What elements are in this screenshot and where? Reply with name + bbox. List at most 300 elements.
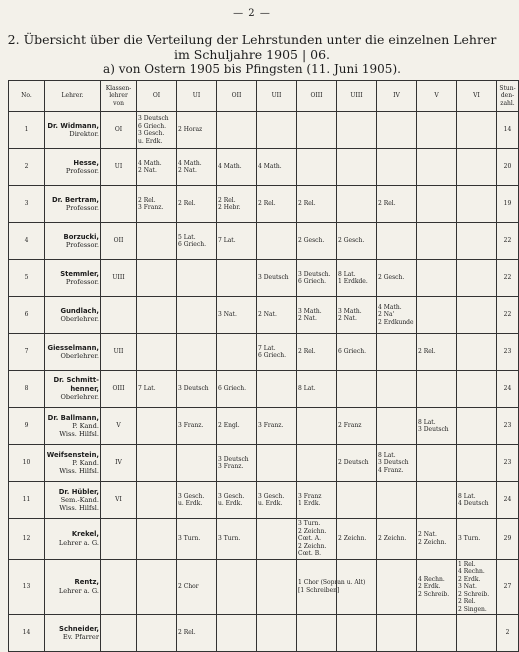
lesson-cell-v bbox=[417, 519, 457, 560]
teacher-rank: Direktor. bbox=[69, 130, 99, 139]
lesson-entry: 4 Math. bbox=[218, 163, 242, 171]
teacher-cell bbox=[45, 408, 101, 445]
lesson-entry: u. Erdk. bbox=[138, 137, 163, 145]
teacher-name: Krekel, bbox=[71, 530, 99, 539]
lesson-cell-oi bbox=[137, 260, 177, 297]
lesson-entry: 3 Gesch. bbox=[178, 492, 205, 500]
teacher-rank: Oberlehrer. bbox=[60, 352, 99, 361]
teacher-name: Dr. Ballmann, bbox=[47, 413, 99, 422]
lesson-entry: 3 Deutsch bbox=[138, 115, 169, 122]
lesson-entry: 2 Erdk. bbox=[418, 583, 441, 590]
header-class-uiii: UIII bbox=[337, 81, 377, 112]
teacher-rank: Ev. Pfarrer bbox=[62, 633, 99, 642]
lesson-cell-uii bbox=[257, 334, 297, 371]
lesson-entry: 7 Lat. bbox=[258, 344, 276, 352]
lesson-entry: 2 Rel. bbox=[258, 200, 276, 208]
teacher-cell bbox=[45, 260, 101, 297]
table-row bbox=[9, 260, 519, 297]
lesson-entry: 2 Rel. bbox=[178, 629, 196, 637]
teacher-cell bbox=[45, 445, 101, 482]
lesson-entry: 2 Zeichn. bbox=[378, 535, 407, 542]
teacher-rank: Professor. bbox=[65, 241, 99, 250]
hours-total: 22 bbox=[497, 223, 519, 260]
row-number: 10 bbox=[9, 445, 45, 482]
lesson-cell-v bbox=[417, 408, 457, 445]
lesson-cell-oii bbox=[217, 223, 257, 260]
teacher-name: Stemmler, bbox=[60, 269, 99, 278]
lesson-cell-uii bbox=[257, 482, 297, 519]
lesson-cell-uii bbox=[257, 260, 297, 297]
lesson-cell-uiii bbox=[337, 408, 377, 445]
row-number: 3 bbox=[9, 186, 45, 223]
teacher-cell bbox=[45, 112, 101, 149]
lesson-entry: 7 Lat. bbox=[218, 237, 236, 245]
header-class-iv: IV bbox=[377, 81, 417, 112]
hours-total: 22 bbox=[497, 297, 519, 334]
lesson-entry: Cœt. B. bbox=[298, 550, 322, 557]
hours-total: 22 bbox=[497, 260, 519, 297]
lesson-entry: 2 Rel. bbox=[298, 200, 316, 208]
header-class-ui: UI bbox=[177, 81, 217, 112]
lesson-entry: 2 Rel. bbox=[378, 200, 396, 208]
teacher-name: Hesse, bbox=[73, 158, 99, 167]
lesson-entry: Cœt. A. bbox=[298, 535, 321, 542]
lesson-entry: 2 Erdk. bbox=[458, 575, 481, 583]
lesson-cell-ui bbox=[177, 112, 217, 149]
lesson-cell-oi bbox=[137, 408, 177, 445]
header-class-uii: UII bbox=[257, 81, 297, 112]
lesson-entry: 3 Turn. bbox=[458, 535, 481, 542]
teacher-cell bbox=[45, 615, 101, 652]
table-row bbox=[9, 223, 519, 260]
hours-total: 29 bbox=[497, 519, 519, 560]
lesson-cell-oi bbox=[137, 334, 177, 371]
lesson-entry: 3 Franz bbox=[298, 492, 322, 500]
lesson-entry: 2 Horaz bbox=[178, 126, 203, 134]
lesson-cell-iv bbox=[377, 615, 417, 652]
teacher-rank: Wiss. Hilfsl. bbox=[59, 467, 99, 476]
lesson-cell-v bbox=[417, 482, 457, 519]
lesson-entry: 2 Na' bbox=[378, 311, 395, 319]
lesson-cell-iv bbox=[377, 260, 417, 297]
lesson-entry: 2 Singen. bbox=[458, 605, 487, 613]
title-line-2: im Schuljahre 1905 | 06. bbox=[173, 47, 331, 62]
lesson-entry: 8 Lat. bbox=[418, 418, 436, 426]
lesson-entry: 2 Nat. bbox=[258, 311, 277, 319]
lesson-cell-uiii bbox=[337, 260, 377, 297]
lesson-cell-oi bbox=[137, 297, 177, 334]
table-header bbox=[9, 81, 519, 112]
lesson-cell-uiii bbox=[337, 223, 377, 260]
lesson-cell-uii bbox=[257, 186, 297, 223]
lesson-cell-uiii bbox=[337, 112, 377, 149]
teacher-rank: P. Kand. bbox=[72, 459, 99, 467]
lesson-entry: 4 Math. bbox=[138, 159, 162, 167]
lesson-cell-v bbox=[417, 559, 457, 615]
row-number: 2 bbox=[9, 149, 45, 186]
lesson-cell-vi bbox=[457, 186, 497, 223]
teacher-cell bbox=[45, 559, 101, 615]
lesson-entry: 2 Nat. bbox=[298, 315, 317, 322]
lesson-entry: 2 Engl. bbox=[218, 422, 240, 430]
lesson-entry: 2 Rel. bbox=[298, 348, 316, 356]
row-number: 12 bbox=[9, 519, 45, 560]
lesson-entry: 2 Erdkunde bbox=[378, 318, 414, 326]
header-klassenlehrer-line: Klassen- bbox=[105, 84, 132, 92]
lesson-entry: 3 Gesch. bbox=[258, 492, 285, 500]
lesson-entry: 2 Nat. bbox=[418, 531, 437, 539]
lesson-cell-uiii bbox=[337, 371, 377, 408]
lesson-cell-oi bbox=[137, 615, 177, 652]
header-total-line: Stun- bbox=[499, 84, 516, 92]
teacher-rank: Wiss. Hilfsl. bbox=[59, 430, 99, 439]
lesson-entry: 6 Griech. bbox=[338, 348, 366, 356]
table-row bbox=[9, 334, 519, 371]
lesson-entry: 3 Franz. bbox=[258, 422, 284, 430]
hours-total: 19 bbox=[497, 186, 519, 223]
lesson-cell-oii bbox=[217, 559, 257, 615]
lesson-entry: 3 Franz. bbox=[138, 204, 164, 211]
lesson-entry: 3 Math. bbox=[298, 307, 322, 315]
lesson-cell-vi bbox=[457, 260, 497, 297]
header-klassenlehrer-line: von bbox=[113, 99, 124, 107]
table-row bbox=[9, 615, 519, 652]
lesson-entry: 2 Rel. bbox=[218, 196, 236, 204]
teacher-name: Gundlach, bbox=[60, 306, 99, 315]
teacher-cell bbox=[45, 149, 101, 186]
lesson-cell-v bbox=[417, 334, 457, 371]
klassenlehrer-cell bbox=[101, 186, 137, 223]
lesson-cell-uii bbox=[257, 559, 297, 615]
lesson-cell-oii bbox=[217, 149, 257, 186]
lesson-entry: u. Erdk. bbox=[218, 500, 243, 507]
table-row bbox=[9, 112, 519, 149]
lesson-entry: 6 Griech. bbox=[258, 352, 286, 359]
lesson-entry: 2 Schreib. bbox=[418, 590, 450, 598]
lesson-cell-ui bbox=[177, 334, 217, 371]
lesson-cell-oi bbox=[137, 223, 177, 260]
lesson-cell-oiii bbox=[297, 260, 337, 297]
lesson-cell-iv bbox=[377, 445, 417, 482]
lesson-cell-uii bbox=[257, 112, 297, 149]
row-number: 1 bbox=[9, 112, 45, 149]
lesson-cell-vi bbox=[457, 297, 497, 334]
table-row bbox=[9, 445, 519, 482]
lesson-cell-ui bbox=[177, 482, 217, 519]
klassenlehrer-cell bbox=[101, 519, 137, 560]
lesson-entry: 6 Griech. bbox=[138, 122, 166, 130]
teacher-name: Weifsenstein, bbox=[46, 450, 99, 459]
lesson-cell-uiii bbox=[337, 186, 377, 223]
lesson-cell-uiii bbox=[337, 559, 377, 615]
klassenlehrer-cell: UI bbox=[101, 149, 137, 186]
teacher-rank: Lehrer a. G. bbox=[58, 538, 99, 547]
klassenlehrer-cell: V bbox=[101, 408, 137, 445]
lesson-entry: 1 Rel. bbox=[458, 560, 476, 568]
lesson-cell-vi bbox=[457, 519, 497, 560]
lesson-entry: 4 Deutsch bbox=[458, 500, 489, 507]
teacher-name: Dr. Bertram, bbox=[52, 195, 99, 204]
lesson-entry: u. Erdk. bbox=[258, 500, 283, 507]
lesson-entry: 3 Franz. bbox=[178, 422, 204, 430]
row-number: 7 bbox=[9, 334, 45, 371]
lesson-cell-uiii bbox=[337, 519, 377, 560]
hours-total: 14 bbox=[497, 112, 519, 149]
table-row bbox=[9, 482, 519, 519]
lesson-entry: 1 Erdk. bbox=[298, 500, 321, 507]
lesson-cell-oi bbox=[137, 371, 177, 408]
header-klassenlehrer bbox=[101, 81, 137, 112]
teacher-rank: Oberlehrer. bbox=[60, 393, 99, 402]
lesson-cell-vi bbox=[457, 482, 497, 519]
table-row bbox=[9, 149, 519, 186]
lesson-cell-vi bbox=[457, 615, 497, 652]
lesson-cell-oiii bbox=[297, 223, 337, 260]
teacher-rank: Professor. bbox=[65, 278, 99, 287]
lesson-cell-oiii bbox=[297, 445, 337, 482]
lesson-cell-ui bbox=[177, 297, 217, 334]
lesson-entry: 8 Lat. bbox=[298, 385, 316, 393]
teacher-cell bbox=[45, 482, 101, 519]
lesson-entry: 1 Chor (Sopran u. Alt) bbox=[298, 579, 366, 587]
row-number: 11 bbox=[9, 482, 45, 519]
teacher-name: Dr. Widmann, bbox=[47, 121, 99, 130]
lesson-cell-ui bbox=[177, 223, 217, 260]
lesson-cell-oii bbox=[217, 112, 257, 149]
header-no: No. bbox=[9, 81, 45, 112]
lesson-entry: 3 Franz. bbox=[218, 463, 244, 470]
lesson-entry: 3 Gesch. bbox=[218, 492, 245, 500]
lesson-cell-v bbox=[417, 371, 457, 408]
lesson-cell-uii bbox=[257, 519, 297, 560]
teacher-rank: Oberlehrer. bbox=[60, 315, 99, 324]
teacher-cell bbox=[45, 297, 101, 334]
lesson-entry: 2 Gesch. bbox=[338, 237, 365, 245]
lesson-cell-uii bbox=[257, 371, 297, 408]
lesson-entry: 3 Turn. bbox=[218, 535, 241, 542]
lesson-entry: 2 Hebr. bbox=[218, 204, 241, 211]
teacher-cell bbox=[45, 334, 101, 371]
lesson-cell-v bbox=[417, 615, 457, 652]
header-total-line: zahl. bbox=[500, 99, 515, 107]
lesson-cell-iv bbox=[377, 408, 417, 445]
lesson-entry: 5 Lat. bbox=[178, 233, 196, 241]
row-number: 4 bbox=[9, 223, 45, 260]
lesson-cell-ui bbox=[177, 519, 217, 560]
lesson-entry: 2 Rel. bbox=[178, 200, 196, 208]
lesson-cell-oii bbox=[217, 615, 257, 652]
lesson-cell-uiii bbox=[337, 482, 377, 519]
lesson-cell-oii bbox=[217, 297, 257, 334]
lesson-entry: 2 Gesch. bbox=[378, 274, 405, 282]
lesson-cell-oi bbox=[137, 519, 177, 560]
lesson-cell-ui bbox=[177, 615, 217, 652]
header-klassenlehrer-line: lehrer bbox=[109, 92, 128, 100]
lesson-entry: 3 Deutsch bbox=[218, 455, 249, 463]
lesson-entry: [1 Schreiben] bbox=[298, 586, 340, 594]
lesson-entry: 2 Nat. bbox=[338, 315, 357, 322]
lesson-cell-v bbox=[417, 260, 457, 297]
lesson-cell-iv bbox=[377, 519, 417, 560]
lesson-entry: u. Erdk. bbox=[178, 500, 203, 507]
lesson-entry: 2 Rel. bbox=[418, 348, 436, 356]
klassenlehrer-cell: UII bbox=[101, 334, 137, 371]
lesson-entry: 4 Math. bbox=[258, 163, 282, 171]
lesson-cell-oiii bbox=[297, 149, 337, 186]
lesson-entry: 4 Math. bbox=[378, 303, 402, 311]
row-number: 14 bbox=[9, 615, 45, 652]
klassenlehrer-cell: OIII bbox=[101, 371, 137, 408]
lesson-cell-oi bbox=[137, 445, 177, 482]
hours-total: 23 bbox=[497, 408, 519, 445]
lesson-cell-oi bbox=[137, 482, 177, 519]
lesson-cell-ui bbox=[177, 445, 217, 482]
header-class-oiii: OIII bbox=[297, 81, 337, 112]
lesson-cell-uii bbox=[257, 445, 297, 482]
lesson-cell-oiii bbox=[297, 334, 337, 371]
teacher-name: Rentz, bbox=[74, 578, 99, 587]
lesson-entry: 3 Deutsch bbox=[258, 274, 289, 282]
table-body bbox=[9, 112, 519, 652]
lesson-cell-oii bbox=[217, 445, 257, 482]
title-line-3: a) von Ostern 1905 bis Pfingsten (11. Juni 1905). bbox=[103, 62, 401, 76]
lesson-entry: 2 Rel. bbox=[138, 196, 156, 204]
lesson-cell-iv bbox=[377, 112, 417, 149]
lesson-entry: 3 Nat. bbox=[218, 311, 237, 319]
lesson-cell-vi bbox=[457, 371, 497, 408]
lesson-cell-iv bbox=[377, 559, 417, 615]
header-class-vi: VI bbox=[457, 81, 497, 112]
lesson-cell-iv bbox=[377, 223, 417, 260]
lesson-cell-iv bbox=[377, 149, 417, 186]
teacher-cell bbox=[45, 223, 101, 260]
header-class-v: V bbox=[417, 81, 457, 112]
teacher-name: henner, bbox=[70, 384, 99, 393]
hours-total: 23 bbox=[497, 445, 519, 482]
lesson-entry: 8 Lat. bbox=[378, 451, 396, 459]
header-class-oii: OII bbox=[217, 81, 257, 112]
teacher-rank: Professor. bbox=[65, 204, 99, 213]
hours-total: 2 bbox=[497, 615, 519, 652]
lesson-cell-ui bbox=[177, 186, 217, 223]
lesson-entry: 8 Lat. bbox=[338, 270, 356, 278]
lesson-cell-uiii bbox=[337, 297, 377, 334]
lesson-cell-oiii bbox=[297, 615, 337, 652]
klassenlehrer-cell: VI bbox=[101, 482, 137, 519]
lesson-cell-uiii bbox=[337, 149, 377, 186]
hours-total: 24 bbox=[497, 371, 519, 408]
teacher-name: Schneider, bbox=[59, 624, 99, 633]
row-number: 8 bbox=[9, 371, 45, 408]
teacher-cell bbox=[45, 186, 101, 223]
lesson-cell-oi bbox=[137, 112, 177, 149]
lesson-cell-oiii bbox=[297, 482, 337, 519]
lesson-entry: 3 Deutsch bbox=[178, 385, 209, 393]
lesson-entry: 2 Zeichn. bbox=[298, 542, 327, 550]
table-row bbox=[9, 186, 519, 223]
lesson-cell-oiii bbox=[297, 186, 337, 223]
lesson-entry: 2 Gesch. bbox=[298, 237, 325, 245]
teacher-rank: Professor. bbox=[65, 167, 99, 176]
lesson-entry: 2 Zeichn. bbox=[298, 527, 327, 535]
lesson-cell-oi bbox=[137, 149, 177, 186]
klassenlehrer-cell bbox=[101, 297, 137, 334]
lesson-cell-uiii bbox=[337, 334, 377, 371]
table-row bbox=[9, 297, 519, 334]
lesson-entry: 1 Erdkde. bbox=[338, 278, 368, 285]
lesson-entry: 3 Deutsch. bbox=[298, 270, 331, 278]
lesson-entry: 4 Math. bbox=[178, 159, 202, 167]
lesson-entry: 2 Schreib. bbox=[458, 590, 490, 598]
teacher-cell bbox=[45, 371, 101, 408]
lesson-cell-iv bbox=[377, 334, 417, 371]
klassenlehrer-cell: UIII bbox=[101, 260, 137, 297]
title-line-1: 2. Übersicht über die Verteilung der Lehrstunden unter die einzelnen Lehrer bbox=[7, 32, 497, 47]
lesson-cell-uii bbox=[257, 223, 297, 260]
lesson-cell-oiii bbox=[297, 112, 337, 149]
lesson-cell-v bbox=[417, 297, 457, 334]
lesson-entry: 2 Chor bbox=[178, 583, 199, 590]
table-row bbox=[9, 371, 519, 408]
lesson-cell-v bbox=[417, 223, 457, 260]
lesson-entry: 2 Deutsch bbox=[338, 459, 369, 467]
lesson-entry: 3 Turn. bbox=[298, 520, 321, 527]
lesson-cell-oii bbox=[217, 482, 257, 519]
page-number: — 2 — bbox=[233, 8, 271, 19]
lesson-cell-oi bbox=[137, 559, 177, 615]
lesson-cell-iv bbox=[377, 482, 417, 519]
klassenlehrer-cell: OII bbox=[101, 223, 137, 260]
table-row bbox=[9, 559, 519, 615]
lesson-entry: 3 Deutsch bbox=[378, 459, 409, 467]
lesson-cell-v bbox=[417, 112, 457, 149]
lesson-cell-vi bbox=[457, 408, 497, 445]
lesson-cell-oii bbox=[217, 408, 257, 445]
lesson-cell-oiii bbox=[297, 371, 337, 408]
lesson-cell-vi bbox=[457, 149, 497, 186]
lesson-cell-iv bbox=[377, 186, 417, 223]
lesson-cell-uii bbox=[257, 408, 297, 445]
lesson-cell-oiii bbox=[297, 519, 337, 560]
lesson-cell-ui bbox=[177, 149, 217, 186]
klassenlehrer-cell bbox=[101, 615, 137, 652]
lesson-entry: 3 Math. bbox=[338, 307, 362, 315]
lesson-cell-oii bbox=[217, 260, 257, 297]
klassenlehrer-cell: OI bbox=[101, 112, 137, 149]
header-teacher: Lehrer. bbox=[45, 81, 101, 112]
header-total-line: den- bbox=[500, 92, 515, 100]
teacher-rank: Sem.-Kand. bbox=[60, 496, 99, 504]
lesson-entry: 8 Lat. bbox=[458, 492, 476, 500]
table-row bbox=[9, 519, 519, 560]
klassenlehrer-cell: IV bbox=[101, 445, 137, 482]
lesson-cell-oii bbox=[217, 519, 257, 560]
lesson-entry: 2 Nat. bbox=[138, 167, 157, 174]
lesson-cell-oi bbox=[137, 186, 177, 223]
lesson-entry: 7 Lat. bbox=[138, 385, 156, 393]
header-total bbox=[497, 81, 519, 112]
lesson-entry: 2 Zeichn. bbox=[338, 535, 367, 542]
header-class-oi: OI bbox=[137, 81, 177, 112]
lesson-cell-ui bbox=[177, 260, 217, 297]
lesson-distribution-table bbox=[8, 80, 519, 652]
lesson-cell-oii bbox=[217, 334, 257, 371]
lesson-entry: 2 Franz bbox=[338, 422, 362, 430]
lesson-cell-vi bbox=[457, 445, 497, 482]
lesson-entry: 3 Deutsch bbox=[418, 426, 449, 433]
lesson-cell-iv bbox=[377, 371, 417, 408]
hours-total: 24 bbox=[497, 482, 519, 519]
